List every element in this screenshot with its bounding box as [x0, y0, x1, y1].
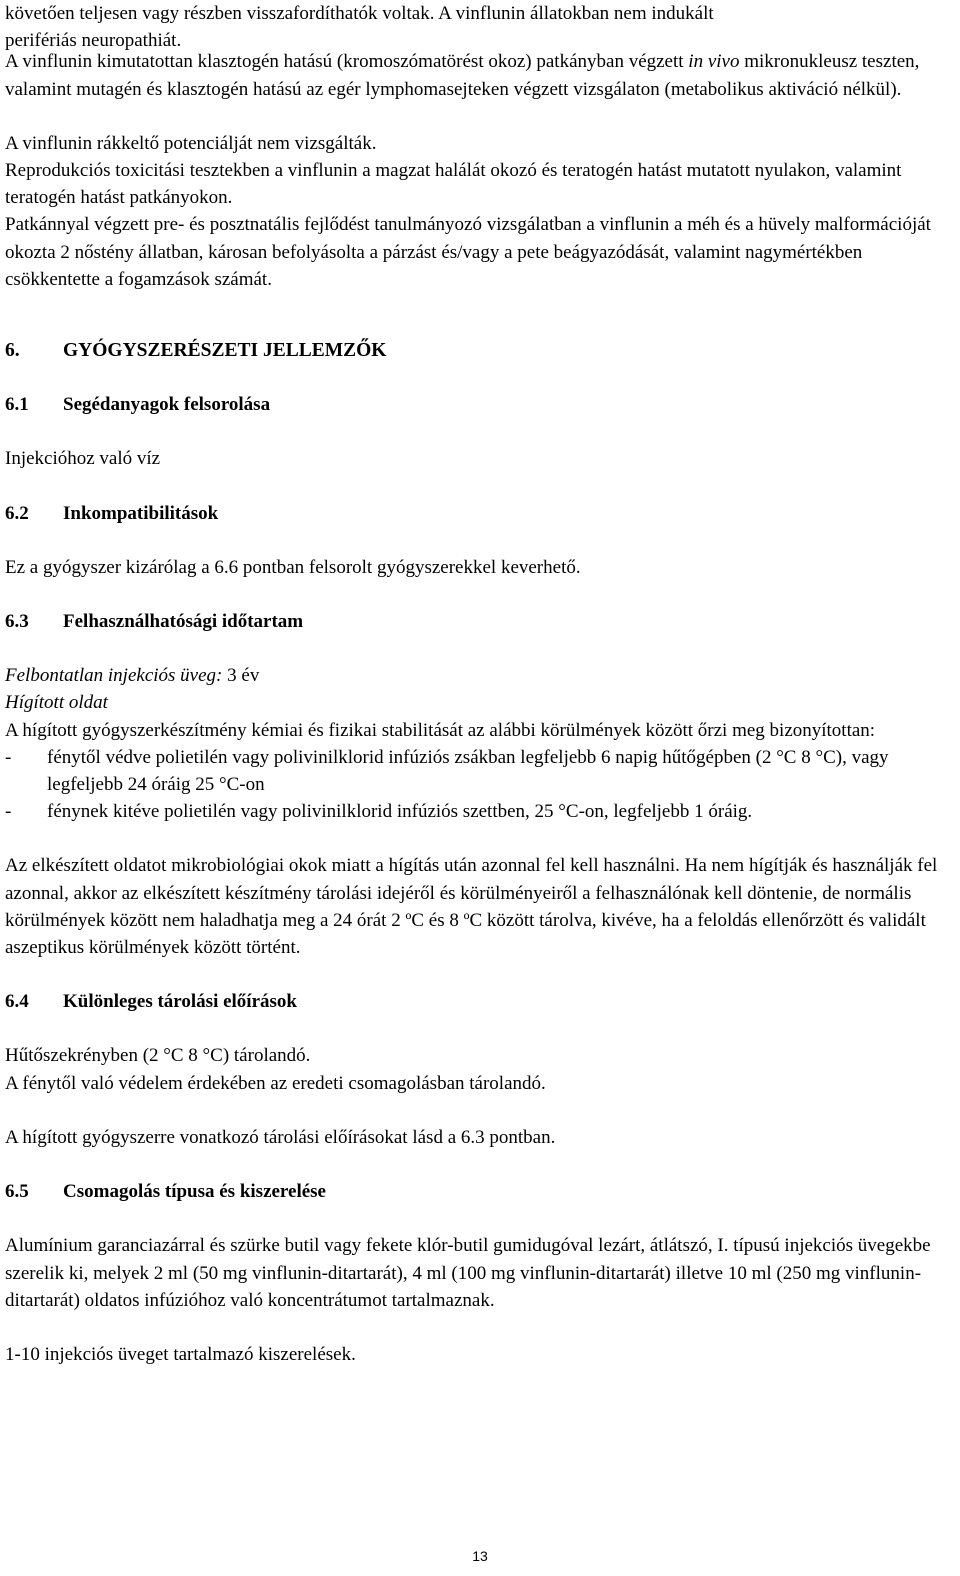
- section-heading-6-2: [5, 500, 957, 527]
- paragraph: Alumínium garanciazárral és szürke butil vagy fekete klór-butil gumidugóval lezárt, átlátszó, I. típusú injekciós üvegekbe szerelik ki, melyek 2 ml (50 mg vinflunin-ditartarát), 4 ml (100 mg vinflunin-ditartarát) illetve 10 ml (250 mg vinflunin-ditartarát) oldatos infúzióhoz való koncentrátumot tartalmaznak.: [5, 1235, 931, 1311]
- paragraph: Reprodukciós toxicitási tesztekben a vinflunin a magzat halálát okozó és teratogén hatást mutatott nyulakon, valamint teratogén hatást patkányokon.: [5, 160, 902, 209]
- italic-text: in vivo: [688, 51, 740, 73]
- section-heading-6: [5, 337, 957, 364]
- paragraph: A vinflunin rákkeltő potenciálját nem vizsgálták.: [5, 132, 377, 154]
- section-number: 6.5: [5, 1181, 29, 1203]
- paragraph: [5, 662, 957, 689]
- paragraph: Injekcióhoz való víz: [5, 448, 161, 470]
- paragraph: Hűtőszekrényben (2 °C 8 °C) tárolandó.: [5, 1045, 311, 1067]
- list-item-text: fénytől védve polietilén vagy polivinilklorid infúziós zsákban legfeljebb 6 napig hűtőgépben (2 °C 8 °C), vagy legfeljebb 24 óráig 25 °C-on: [47, 746, 889, 796]
- page-number: 13: [472, 1548, 488, 1564]
- section-title: Segédanyagok felsorolása: [63, 394, 271, 416]
- text: 3 év: [222, 665, 260, 687]
- list-item: [5, 798, 957, 825]
- bullet-dash: -: [5, 746, 12, 768]
- section-heading-6-1: [5, 391, 957, 418]
- section-number: 6.4: [5, 991, 29, 1013]
- paragraph: A fénytől való védelem érdekében az eredeti csomagolásban tárolandó.: [5, 1072, 546, 1094]
- italic-label: Felbontatlan injekciós üveg:: [5, 665, 223, 687]
- text-line: követően teljesen vagy részben visszafordíthatók voltak. A vinflunin állatokban nem indukált: [5, 3, 714, 24]
- list-item-text: fénynek kitéve polietilén vagy polivinilklorid infúziós szettben, 25 °C-on, legfeljebb 1 óráig.: [47, 801, 753, 823]
- section-title: GYÓGYSZERÉSZETI JELLEMZŐK: [63, 340, 387, 362]
- italic-label: Hígított oldat: [5, 692, 108, 714]
- section-heading-6-3: [5, 608, 957, 635]
- text: mikronukleusz teszten, valamint mutagén és klasztogén hatású az egér lymphomasejteken végzett vizsgálaton (metabolikus aktiváció nélkül).: [5, 51, 920, 100]
- section-number: 6.3: [5, 611, 29, 633]
- section-number: 6.1: [5, 394, 29, 416]
- paragraph: [5, 48, 957, 102]
- section-title: Különleges tárolási előírások: [63, 991, 297, 1013]
- list-item: [5, 744, 957, 798]
- section-number: 6.: [5, 340, 20, 362]
- section-title: Inkompatibilitások: [63, 502, 219, 524]
- document-page: [5, 0, 957, 1368]
- section-heading-6-4: [5, 988, 957, 1015]
- section-title: Felhasználhatósági időtartam: [63, 611, 304, 633]
- paragraph: A hígított gyógyszerkészítmény kémiai és fizikai stabilitását az alábbi körülmények között őrzi meg bizonyítottan:: [5, 719, 876, 741]
- text: A vinflunin kimutatottan klasztogén hatású (kromoszómatörést okoz) patkányban végzett: [5, 51, 689, 73]
- paragraph: [5, 689, 957, 716]
- paragraph: Az elkészített oldatot mikrobiológiai okok miatt a hígítás után azonnal fel kell használni. Ha nem hígítják és használják fel azonnal, akkor az elkészített készítmény tárolási idejéről és körülményeiről a felhasználónak kell döntenie, de normális körülmények között nem haladhatja meg a 24 órát 2 ºC és 8 ºC között tárolva, kivéve, ha a feloldás ellenőrzött és validált aszeptikus körülmények között történt.: [5, 855, 938, 959]
- text-line: perifériás neuropathiát.: [5, 30, 182, 52]
- section-heading-6-5: [5, 1178, 957, 1205]
- bullet-dash: -: [5, 801, 12, 823]
- section-number: 6.2: [5, 502, 29, 524]
- paragraph: 1-10 injekciós üveget tartalmazó kiszerelések.: [5, 1343, 356, 1365]
- paragraph: Patkánnyal végzett pre- és posztnatális fejlődést tanulmányozó vizsgálatban a vinflunin a méh és a hüvely malformációját okozta 2 nőstény állatban, károsan befolyásolta a párzást és/vagy a pete beágyazódását, valamint nagymértékben csökkentette a fogamzások számát.: [5, 214, 931, 290]
- section-title: Csomagolás típusa és kiszerelése: [63, 1181, 326, 1203]
- paragraph: [5, 0, 957, 54]
- paragraph: Ez a gyógyszer kizárólag a 6.6 pontban felsorolt gyógyszerekkel keverhető.: [5, 556, 581, 578]
- paragraph: A hígított gyógyszerre vonatkozó tárolási előírásokat lásd a 6.3 pontban.: [5, 1126, 556, 1148]
